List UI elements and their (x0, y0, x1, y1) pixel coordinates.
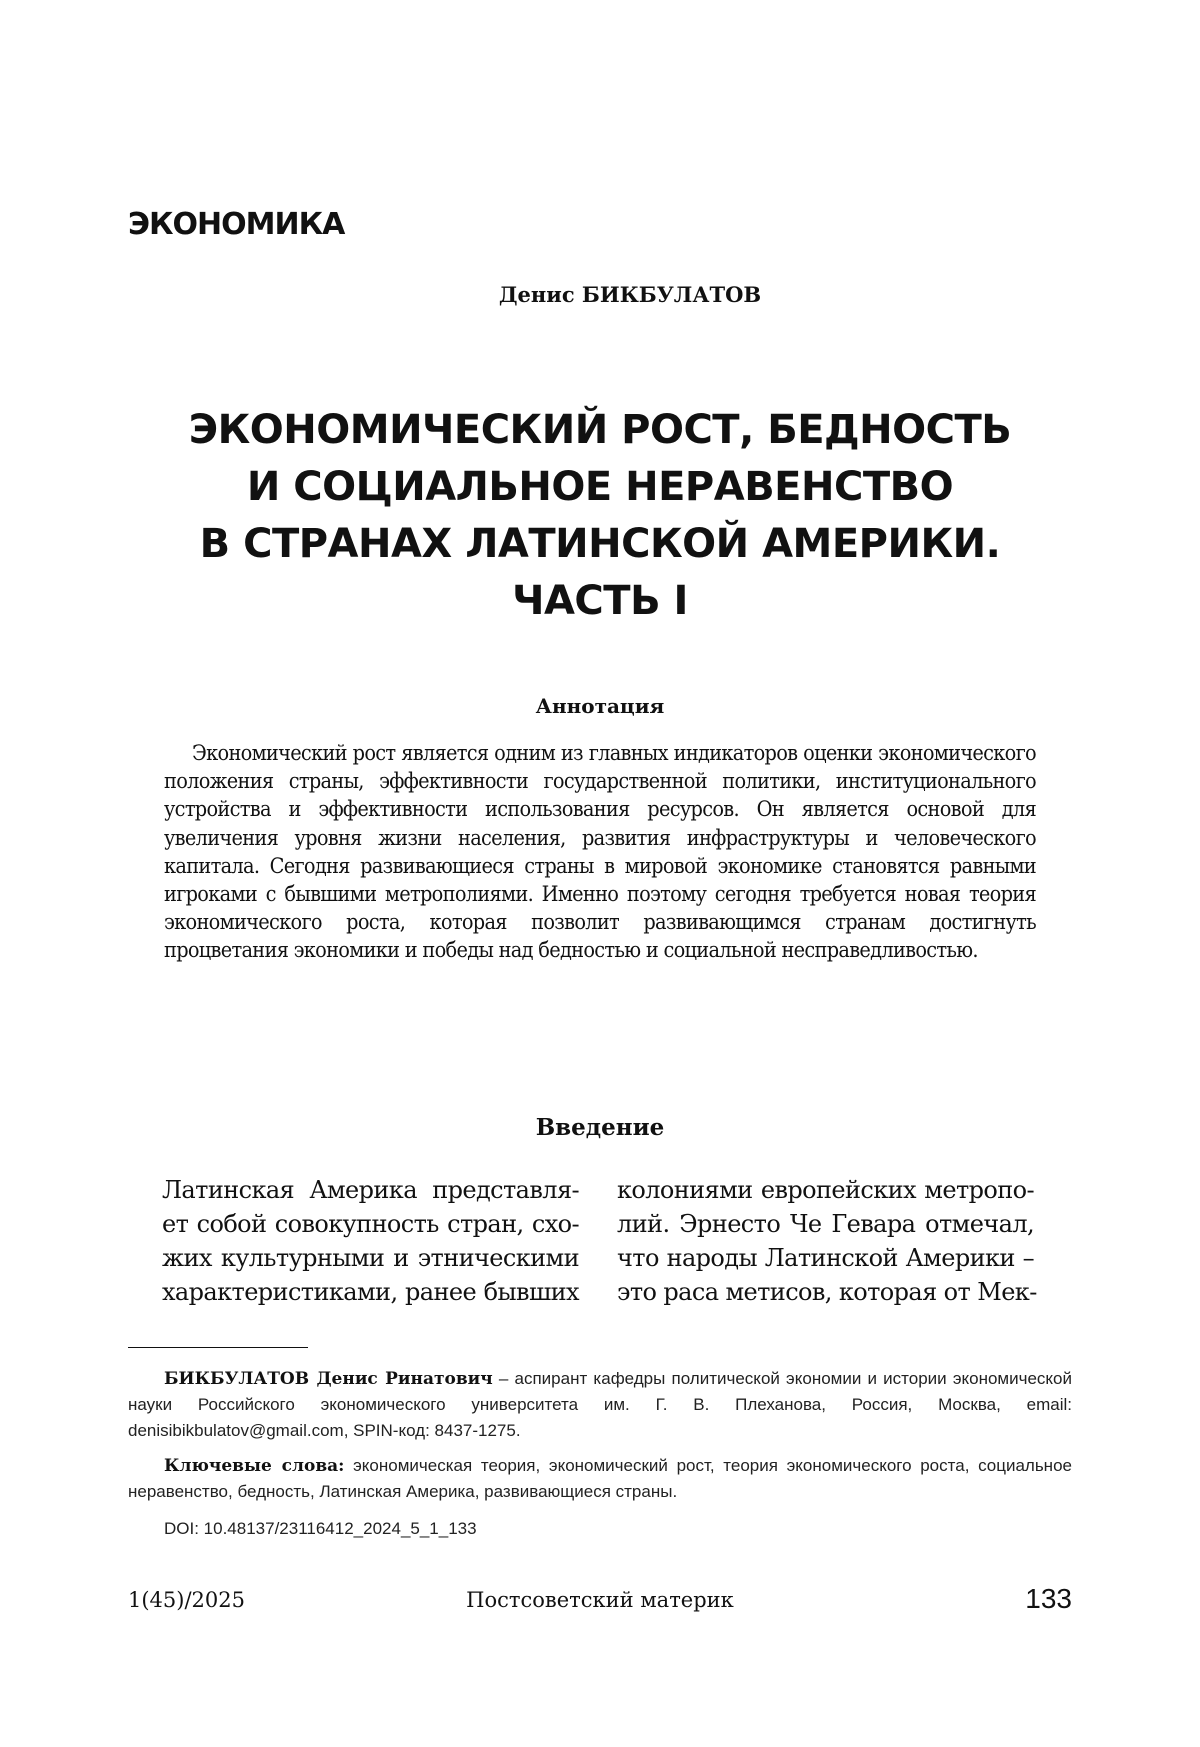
text-line: колониями европейских метропо- (617, 1173, 1034, 1207)
abstract-heading: Аннотация (0, 694, 1200, 718)
journal-page (0, 0, 1200, 1747)
text-line: ет собой совокупность стран, схо- (162, 1207, 579, 1241)
text-line: жих культурными и этническими (162, 1241, 579, 1275)
text-line: что народы Латинской Америки – (617, 1241, 1034, 1275)
article-author: Денис БИКБУЛАТОВ (0, 282, 1200, 307)
introduction-right-column (617, 1173, 1034, 1309)
author-full-name: БИКБУЛАТОВ Денис Ринатович (164, 1369, 493, 1389)
keywords-label: Ключевые слова: (164, 1456, 344, 1476)
text-line: Латинская Америка представля- (162, 1173, 579, 1207)
footnote-divider (128, 1347, 308, 1348)
abstract-text: Экономический рост является одним из главных индикаторов оценки экономического положения страны, эффективности государственной политики, институционального устройства и эффективности использования ресурсов. Он является основой для увеличения уровня жизни населения, развития инфраструктуры и человеческого капитала. Сегодня развивающиеся страны в мировой экономике становятся равными игроками с бывшими метрополиями. Именно поэтому сегодня требуется новая теория экономического роста, которая позволит развивающимся странам достигнуть процветания экономики и победы над бедностью и социальной несправедливостью. (164, 740, 1036, 966)
section-label: ЭКОНОМИКА (128, 207, 344, 242)
title-line: ЭКОНОМИЧЕСКИЙ РОСТ, БЕДНОСТЬ (100, 402, 1100, 459)
text-line: это раса метисов, которая от Мек- (617, 1275, 1034, 1309)
journal-name: Постсоветский материк (0, 1588, 1200, 1612)
issue-number: 1(45)/2025 (128, 1588, 245, 1612)
keywords-footnote (128, 1453, 1072, 1505)
text-line: характеристиками, ранее бывших (162, 1275, 579, 1309)
title-line: ЧАСТЬ I (100, 573, 1100, 630)
author-footnote (128, 1366, 1072, 1444)
author-affiliation: – аспирант кафедры политической экономии и истории экономической науки Российского экономического университета им. Г. В. Плеханова, Россия, Москва, email: denisibikbulatov@gmail.com, SPIN-код: 8437-1275. (128, 1369, 1072, 1440)
title-line: И СОЦИАЛЬНОЕ НЕРАВЕНСТВО (100, 459, 1100, 516)
page-number: 133 (1025, 1583, 1072, 1615)
introduction-heading: Введение (0, 1114, 1200, 1141)
text-line: лий. Эрнесто Че Гевара отмечал, (617, 1207, 1034, 1241)
title-line: В СТРАНАХ ЛАТИНСКОЙ АМЕРИКИ. (100, 516, 1100, 573)
introduction-left-column (162, 1173, 579, 1309)
article-title (100, 402, 1100, 630)
doi: DOI: 10.48137/23116412_2024_5_1_133 (128, 1516, 1072, 1542)
keywords-list: экономическая теория, экономический рост, теория экономического роста, социальное неравенство, бедность, Латинская Америка, развивающиеся страны. (128, 1456, 1072, 1501)
